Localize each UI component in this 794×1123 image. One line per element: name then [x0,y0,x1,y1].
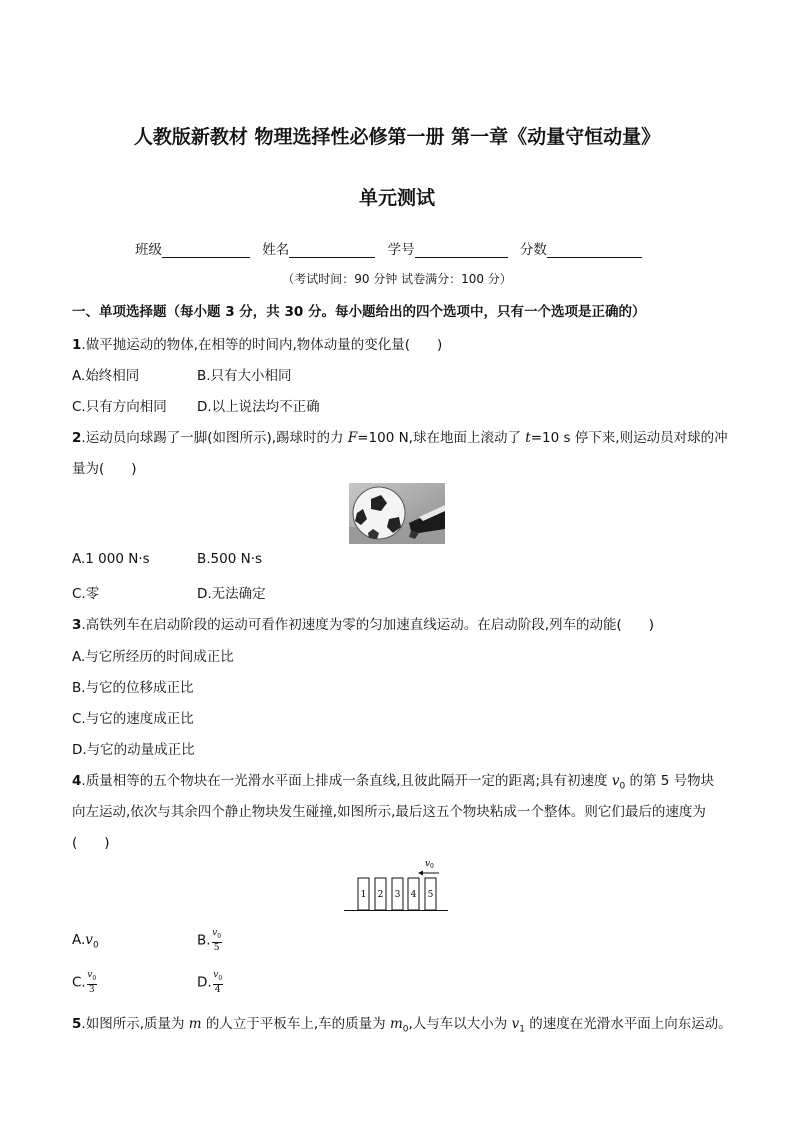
q4-b-num: v [212,928,218,938]
block-4 [408,878,419,910]
q1-option-c: C.只有方向相同 [72,399,167,415]
q4-text-b: 的第 5 号物块 [625,773,715,789]
velocity-label: v [425,859,431,869]
q2-force-symbol: F [347,430,358,446]
q4-c-den: 3 [88,984,95,995]
q3-option-a: A.与它所经历的时间成正比 [72,649,234,665]
q5-v1-subscript: 1 [519,1024,525,1035]
question-4-stem [72,769,714,792]
q3-option-b: B.与它的位移成正比 [72,680,194,696]
q4-option-d [197,970,223,995]
velocity-label-subscript: 0 [430,863,434,870]
block-5 [425,878,436,910]
q4-b-den: 5 [213,942,220,953]
q4-b-num-sub: 0 [217,932,222,940]
block-2 [375,878,386,910]
question-1-stem [72,333,442,353]
document-subtitle: 单元测试 [358,187,435,209]
blocks-diagram [344,856,450,914]
question-5-stem [72,1012,732,1035]
q5-m-symbol: m [188,1016,202,1032]
q5-m0-subscript: 0 [402,1024,409,1035]
name-label: 姓名 [262,242,290,258]
q2-option-c: C.零 [72,586,100,602]
block-2-label: 2 [377,890,384,900]
velocity-arrowhead [418,871,423,876]
q2-text-c: =10 s 停下来,则运动员对球的冲 [530,430,728,446]
q4-text-a: .质量相等的五个物块在一光滑水平面上排成一条直线,且彼此隔开一定的距离;具有初速度 [81,773,612,789]
exam-note: （考试时间：90 分钟 试卷满分：100 分） [282,272,512,286]
block-1 [358,878,369,910]
q2-time-symbol: t [525,430,531,446]
q4-v-subscript: 0 [619,781,626,792]
question-1-number: 1 [72,337,82,353]
q4-option-c-prefix: C. [72,974,86,991]
q2-text-a: .运动员向球踢了一脚(如图所示),踢球时的力 [81,430,348,446]
question-3-stem [72,613,654,633]
block-5-label: 5 [427,890,434,900]
q3-option-d: D.与它的动量成正比 [72,742,195,758]
q5-text-a: .如图所示,质量为 [81,1016,189,1032]
question-4-stem-line2: 向左运动,依次与其余四个静止物块发生碰撞,如图所示,最后这五个物块粘成一个整体。则它们最后的速度为 [72,804,706,820]
question-5-number: 5 [72,1016,82,1032]
q4-option-d-prefix: D. [197,974,212,991]
document-title: 人教版新教材 物理选择性必修第一册 第一章《动量守恒动量》 [133,126,661,148]
section-heading: 一、单项选择题（每小题 3 分，共 30 分。每小题给出的四个选项中，只有一个选项是正确的） [72,304,646,320]
q2-option-b: B.500 N·s [197,551,263,567]
block-1-label: 1 [360,890,367,900]
q4-option-a-sub: 0 [92,940,99,951]
question-2-stem [72,426,728,446]
score-label: 分数 [519,242,547,258]
q4-c-num: v [87,970,93,980]
question-4-number: 4 [72,773,82,789]
question-4-stem-line3: ( ) [72,835,110,851]
block-3-label: 3 [394,890,401,900]
q4-option-d-fraction [213,970,223,995]
q4-d-den: 4 [214,984,221,995]
q2-option-a: A.1 000 N·s [72,551,150,567]
name-field[interactable] [289,242,375,258]
q5-m0-symbol: m [389,1016,403,1032]
q5-text-c: ,人与车以大小为 [408,1016,512,1032]
q4-option-b-fraction [212,928,222,953]
id-label: 学号 [387,242,415,258]
q1-option-a: A.始终相同 [72,368,140,384]
q4-d-num-sub: 0 [218,974,223,982]
q4-d-num: v [213,970,219,980]
q5-text-b: 的人立于平板车上,车的质量为 [201,1016,390,1032]
q5-text-d: 的速度在光滑水平面上向东运动。 [524,1016,732,1032]
block-3 [392,878,403,910]
q4-option-a-prefix: A. [72,932,86,948]
question-3-number: 3 [72,617,82,633]
block-4-label: 4 [410,890,417,900]
q1-option-d: D.以上说法均不正确 [197,399,320,415]
q4-option-b-prefix: B. [197,932,211,949]
q4-option-a [72,932,99,951]
id-field[interactable] [415,242,508,258]
class-label: 班级 [135,242,162,258]
student-info-line [135,238,642,258]
q4-c-num-sub: 0 [92,974,97,982]
class-field[interactable] [162,242,250,258]
q1-option-b: B.只有大小相同 [197,368,292,384]
q4-option-c [72,970,97,995]
question-3-text: .高铁列车在启动阶段的运动可看作初速度为零的匀加速直线运动。在启动阶段,列车的动能( ) [81,617,655,633]
q4-option-a-v: v [85,932,93,948]
soccer-kick-image [349,483,445,544]
q3-option-c: C.与它的速度成正比 [72,711,194,727]
q2-text-b: =100 N,球在地面上滚动了 [357,430,526,446]
question-1-text: .做平抛运动的物体,在相等的时间内,物体动量的变化量( ) [81,337,443,353]
score-field[interactable] [547,242,642,258]
q4-v-symbol: v [611,773,620,789]
question-2-number: 2 [72,430,82,446]
q2-option-d: D.无法确定 [197,586,266,602]
question-2-stem-line2: 量为( ) [72,461,137,477]
q4-option-b [197,928,222,953]
q5-v1-symbol: v [511,1016,520,1032]
q4-option-c-fraction [87,970,97,995]
